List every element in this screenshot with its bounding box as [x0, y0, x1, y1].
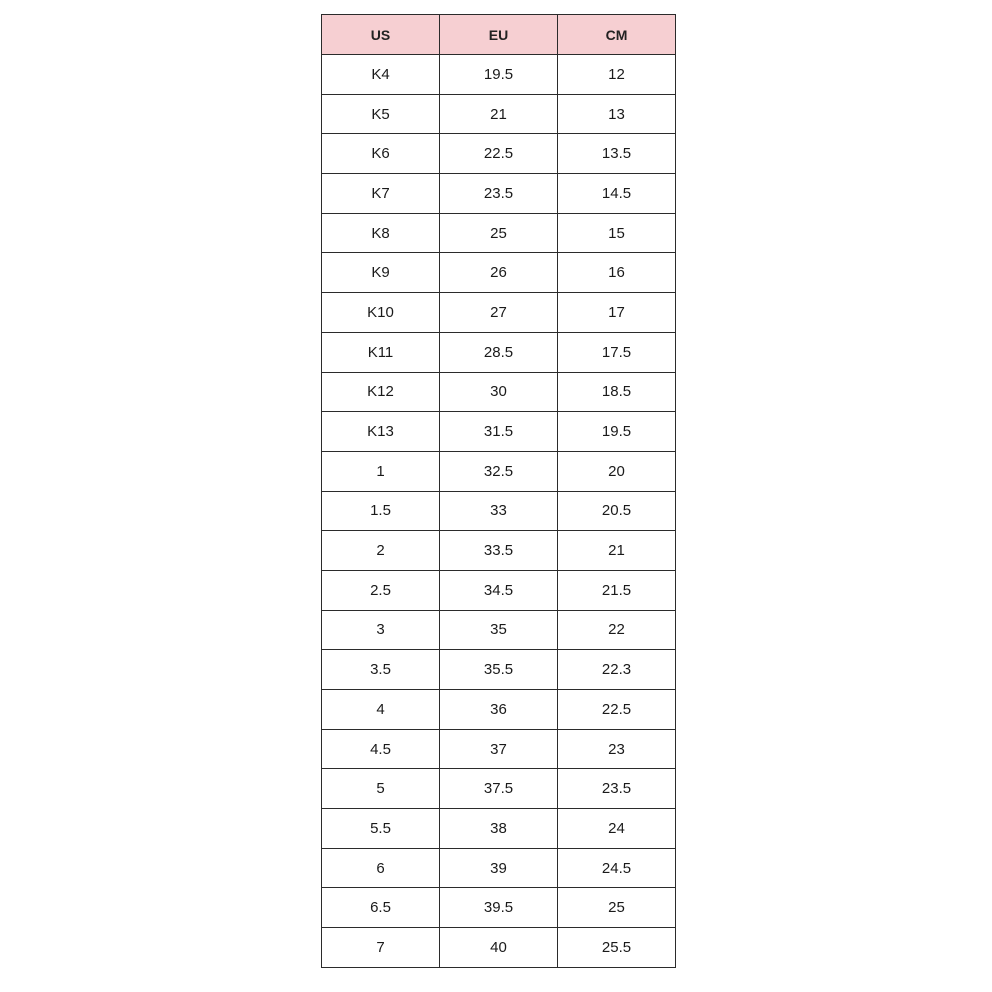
cell-eu: 33.5 [440, 531, 558, 571]
cell-cm: 17.5 [558, 332, 676, 372]
cell-us: K11 [322, 332, 440, 372]
cell-cm: 19.5 [558, 412, 676, 452]
table-row [322, 174, 676, 214]
cell-eu: 39 [440, 848, 558, 888]
cell-us: 4 [322, 690, 440, 730]
cell-cm: 20.5 [558, 491, 676, 531]
cell-us: K7 [322, 174, 440, 214]
cell-us: 7 [322, 928, 440, 968]
table-row [322, 928, 676, 968]
cell-cm: 17 [558, 293, 676, 333]
cell-cm: 16 [558, 253, 676, 293]
header-cm: CM [558, 15, 676, 55]
cell-us: K9 [322, 253, 440, 293]
table-row [322, 610, 676, 650]
cell-us: 6.5 [322, 888, 440, 928]
cell-eu: 26 [440, 253, 558, 293]
cell-us: 4.5 [322, 729, 440, 769]
cell-cm: 18.5 [558, 372, 676, 412]
cell-eu: 25 [440, 213, 558, 253]
cell-cm: 20 [558, 451, 676, 491]
cell-cm: 24.5 [558, 848, 676, 888]
cell-eu: 32.5 [440, 451, 558, 491]
cell-eu: 34.5 [440, 570, 558, 610]
cell-cm: 25 [558, 888, 676, 928]
cell-eu: 19.5 [440, 55, 558, 95]
cell-us: K12 [322, 372, 440, 412]
cell-us: 1 [322, 451, 440, 491]
table-row [322, 491, 676, 531]
table-header [322, 15, 676, 55]
cell-cm: 25.5 [558, 928, 676, 968]
table-row [322, 213, 676, 253]
table-row [322, 94, 676, 134]
cell-us: K4 [322, 55, 440, 95]
table-row [322, 332, 676, 372]
table-row [322, 888, 676, 928]
table-row [322, 253, 676, 293]
cell-eu: 36 [440, 690, 558, 730]
cell-eu: 28.5 [440, 332, 558, 372]
cell-us: 1.5 [322, 491, 440, 531]
table-row [322, 848, 676, 888]
table-row [322, 451, 676, 491]
table-row [322, 412, 676, 452]
cell-eu: 22.5 [440, 134, 558, 174]
cell-eu: 37 [440, 729, 558, 769]
cell-cm: 21.5 [558, 570, 676, 610]
cell-cm: 13.5 [558, 134, 676, 174]
cell-us: K5 [322, 94, 440, 134]
cell-us: K13 [322, 412, 440, 452]
header-row [322, 15, 676, 55]
cell-eu: 35.5 [440, 650, 558, 690]
cell-eu: 21 [440, 94, 558, 134]
cell-cm: 23.5 [558, 769, 676, 809]
cell-eu: 38 [440, 809, 558, 849]
header-eu: EU [440, 15, 558, 55]
cell-cm: 13 [558, 94, 676, 134]
cell-us: 5 [322, 769, 440, 809]
table-row [322, 55, 676, 95]
table-row [322, 134, 676, 174]
cell-eu: 31.5 [440, 412, 558, 452]
table-body [322, 55, 676, 968]
table-row [322, 690, 676, 730]
cell-us: 2 [322, 531, 440, 571]
cell-eu: 27 [440, 293, 558, 333]
cell-eu: 37.5 [440, 769, 558, 809]
table-row [322, 293, 676, 333]
table-row [322, 570, 676, 610]
cell-cm: 22.5 [558, 690, 676, 730]
cell-eu: 35 [440, 610, 558, 650]
cell-us: K6 [322, 134, 440, 174]
cell-cm: 21 [558, 531, 676, 571]
table-row [322, 769, 676, 809]
cell-cm: 15 [558, 213, 676, 253]
cell-cm: 22 [558, 610, 676, 650]
cell-cm: 12 [558, 55, 676, 95]
cell-eu: 33 [440, 491, 558, 531]
cell-us: 5.5 [322, 809, 440, 849]
cell-cm: 23 [558, 729, 676, 769]
cell-us: K8 [322, 213, 440, 253]
cell-cm: 24 [558, 809, 676, 849]
table-row [322, 650, 676, 690]
cell-us: K10 [322, 293, 440, 333]
cell-eu: 30 [440, 372, 558, 412]
cell-eu: 40 [440, 928, 558, 968]
table-row [322, 809, 676, 849]
header-us: US [322, 15, 440, 55]
cell-us: 3 [322, 610, 440, 650]
cell-us: 2.5 [322, 570, 440, 610]
cell-us: 6 [322, 848, 440, 888]
shoe-size-table [321, 14, 676, 968]
cell-eu: 39.5 [440, 888, 558, 928]
table-row [322, 372, 676, 412]
cell-cm: 22.3 [558, 650, 676, 690]
table-row [322, 729, 676, 769]
cell-cm: 14.5 [558, 174, 676, 214]
table-row [322, 531, 676, 571]
cell-eu: 23.5 [440, 174, 558, 214]
cell-us: 3.5 [322, 650, 440, 690]
